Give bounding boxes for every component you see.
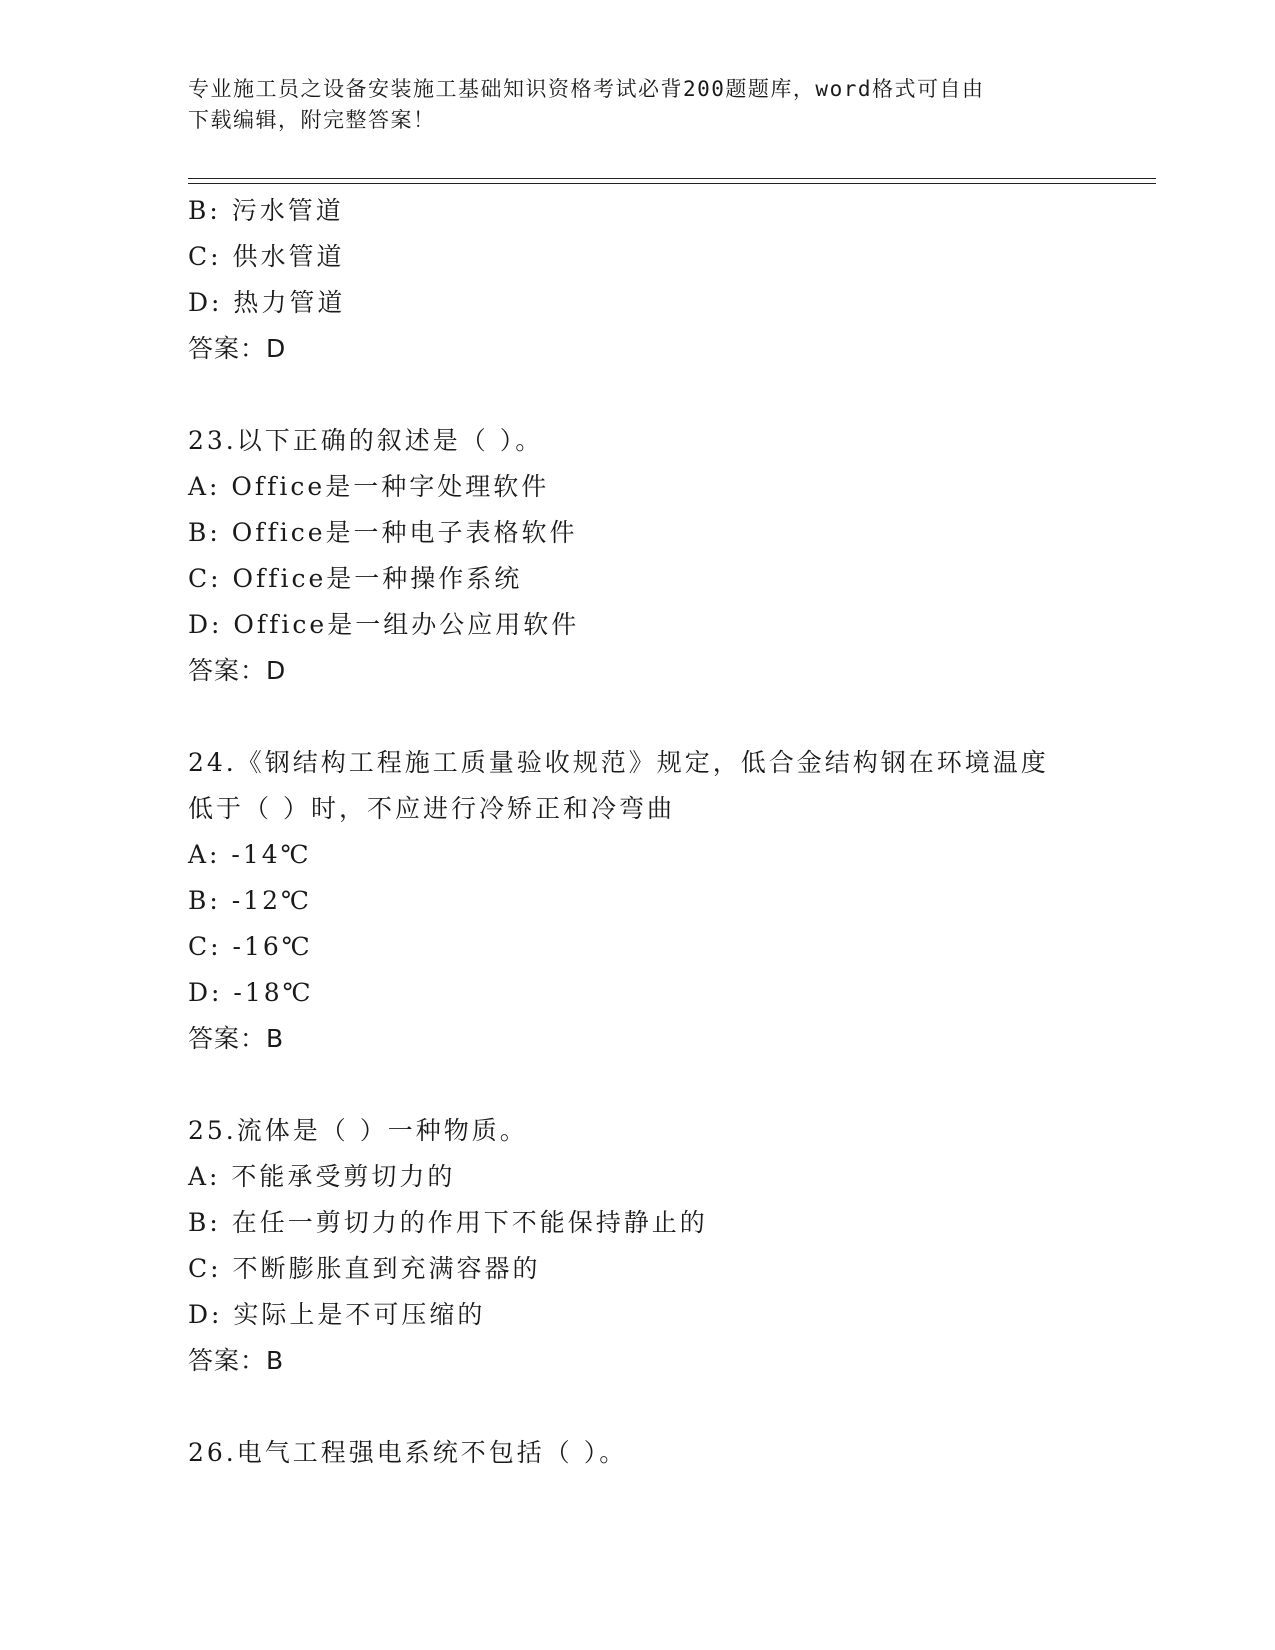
question-25 bbox=[188, 1108, 1088, 1384]
question-stem-line-2: 低于（ ）时，不应进行冷矫正和冷弯曲 bbox=[188, 794, 675, 823]
answer: 答案：B bbox=[188, 1346, 285, 1375]
question-stem-line-1: 24.《钢结构工程施工质量验收规范》规定，低合金结构钢在环境温度 bbox=[188, 748, 1049, 777]
option-d: D: Office是一组办公应用软件 bbox=[188, 610, 580, 639]
spacer bbox=[188, 1384, 1088, 1430]
answer: 答案：D bbox=[188, 334, 287, 363]
question-list bbox=[188, 188, 1088, 1476]
option-d: D: 实际上是不可压缩的 bbox=[188, 1300, 486, 1329]
answer: 答案：B bbox=[188, 1024, 285, 1053]
header-line-1: 专业施工员之设备安装施工基础知识资格考试必背200题题库，word格式可自由 bbox=[188, 77, 985, 101]
question-stem: 26.电气工程强电系统不包括（ ）。 bbox=[188, 1438, 628, 1467]
answer: 答案：D bbox=[188, 656, 287, 685]
question-stem: 25.流体是（ ）一种物质。 bbox=[188, 1116, 528, 1145]
option-d: D: 热力管道 bbox=[188, 288, 346, 317]
spacer bbox=[188, 694, 1088, 740]
option-c: C: -16℃ bbox=[188, 932, 313, 961]
option-a: A: -14℃ bbox=[188, 840, 312, 869]
header-line-2: 下载编辑，附完整答案！ bbox=[188, 108, 436, 132]
spacer bbox=[188, 372, 1088, 418]
option-c: C: 供水管道 bbox=[188, 242, 345, 271]
header-divider-top bbox=[188, 178, 1156, 179]
question-24 bbox=[188, 740, 1088, 1062]
question-22-continued bbox=[188, 188, 1088, 372]
option-b: B: 在任一剪切力的作用下不能保持静止的 bbox=[188, 1208, 708, 1237]
question-23 bbox=[188, 418, 1088, 694]
question-stem: 23.以下正确的叙述是（ ）。 bbox=[188, 426, 544, 455]
option-c: C: 不断膨胀直到充满容器的 bbox=[188, 1254, 541, 1283]
header-divider-bottom bbox=[188, 183, 1156, 184]
option-a: A: Office是一种字处理软件 bbox=[188, 472, 550, 501]
option-b: B: 污水管道 bbox=[188, 196, 344, 225]
option-d: D: -18℃ bbox=[188, 978, 314, 1007]
option-c: C: Office是一种操作系统 bbox=[188, 564, 523, 593]
spacer bbox=[188, 1062, 1088, 1108]
option-a: A: 不能承受剪切力的 bbox=[188, 1162, 456, 1191]
option-b: B: -12℃ bbox=[188, 886, 312, 915]
question-26 bbox=[188, 1430, 1088, 1476]
option-b: B: Office是一种电子表格软件 bbox=[188, 518, 578, 547]
document-header bbox=[188, 74, 1068, 136]
